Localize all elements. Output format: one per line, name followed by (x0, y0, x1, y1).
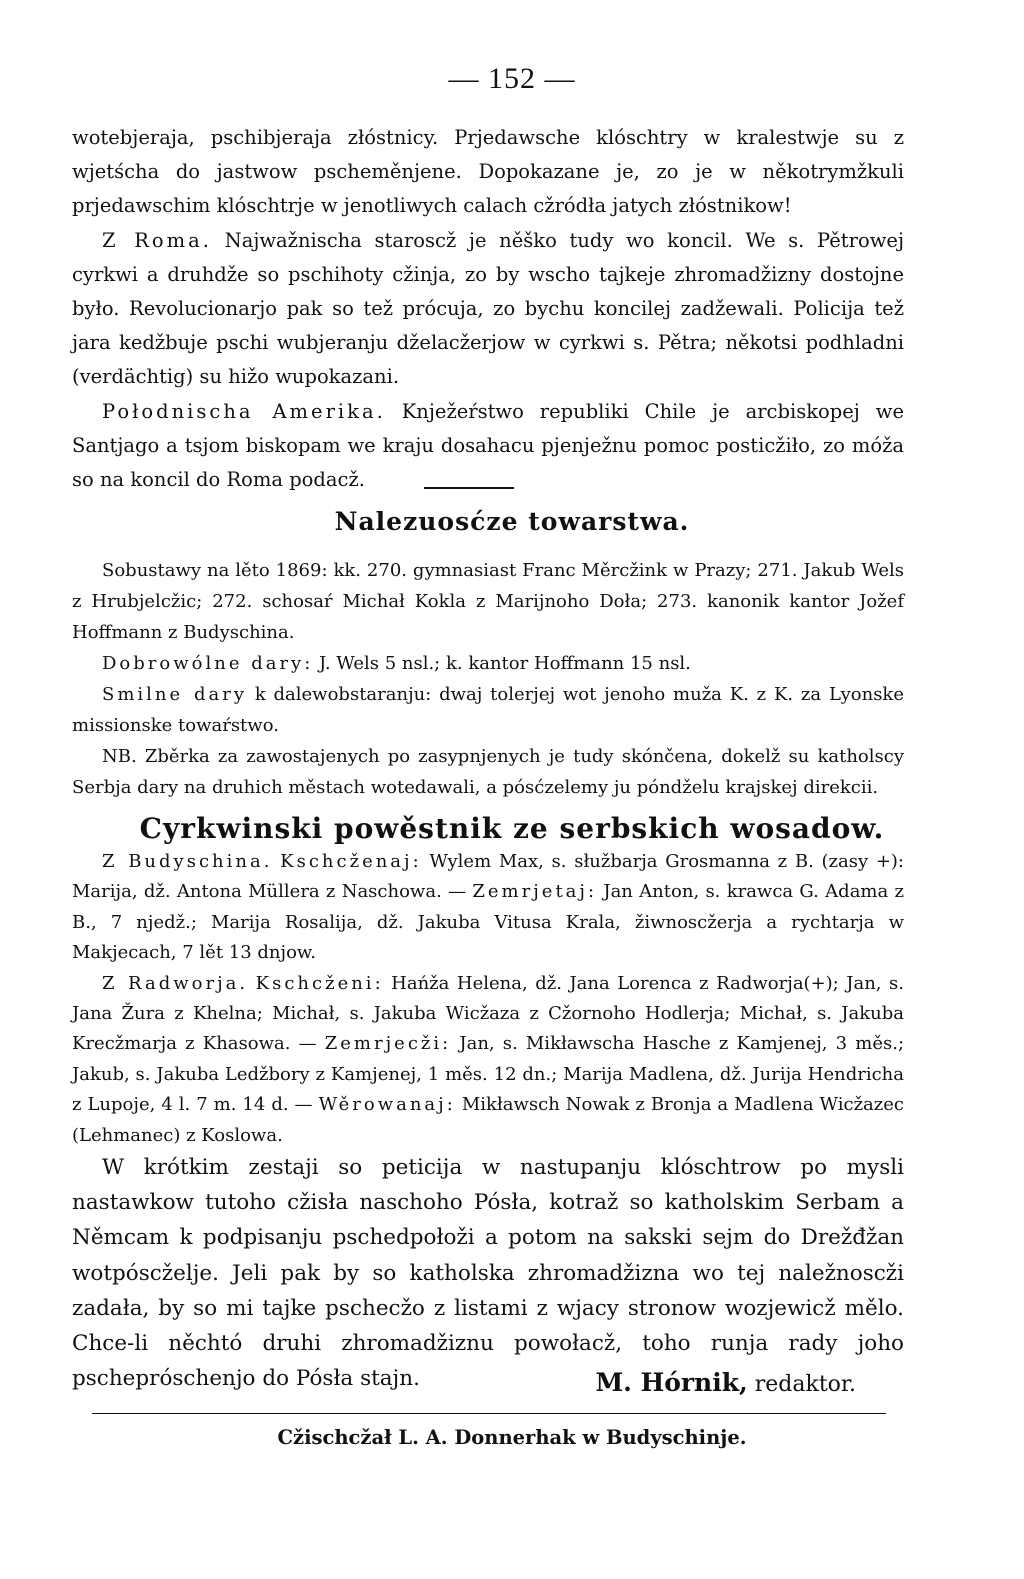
paragraph-text: Hańža Helena, dž. Jana Lorenca z Radworja(+); Jan, s. Jana Žura z Khelna; Michał, s. Jakuba Wicžaza z Cžornoho Hodlerja; Michał, s. Jakuba Krecžmarja z Khasowa. — (72, 972, 904, 1055)
paragraph-text: W krótkim zestaji so peticija w nastupanju klóschtrow po mysli nastawkow tutoho cžisła naschoho Pósła, kotraž so katholskim Serbam a Němcam k podpisanju pschedpołoži a potom na sakski sejm do Drežđžan wotpóscželje. Jeli pak by so katholska zhromadžizna wo tej naležnoscži zadała, by so mi tajke pschecžo z listami z wjacy stronow wozjewicž mělo. Chce-li něchtó druhi zhromadžiznu powołacž, toho runja rady joho pschepróschenjo do Pósła stajn. (72, 1155, 904, 1392)
paragraph-rome (72, 224, 904, 395)
paragraph-radwor (72, 969, 904, 1151)
section-heading-church-news: Cyrkwinski powěstnik ze serbskich wosadow. (139, 812, 885, 845)
page-number: — 152 — (448, 62, 576, 95)
church-news-section (72, 847, 904, 1151)
paragraph-text: Sobustawy na lěto 1869: kk. 270. gymnasiast Franc Měrcžink w Prazy; 271. Jakub Wels z Hrubjelcžic; 272. schosaŕ Michał Kokla z Marijnoho Doła; 273. kanonik kantor Jožef Hoffmann z Budyschina. (72, 560, 904, 643)
paragraph-monasteries (72, 121, 904, 224)
footer-divider (92, 1413, 886, 1414)
item-heading: Wěrowanaj: (318, 1094, 456, 1116)
petition-section (72, 1150, 904, 1396)
place-heading: Z Roma. (102, 228, 212, 252)
paragraph-members (72, 555, 904, 648)
paragraph-text: wotebjeraja, pschibjeraja złóstnicy. Prjedawsche klóschtry w kralestwje su z wjetścha do jastwow pscheměnjene. Dopokazane je, zo je w někotrymžkuli prjedawschim klóschtrje w jenotliwych calach cžródła jatych złóstnikow! (72, 126, 904, 218)
paragraph-south-america (72, 395, 904, 498)
place-heading: Z Radworja. (102, 972, 249, 994)
paragraph-petition (72, 1150, 904, 1396)
paragraph-text: Wylem Max, s. słužbarja Grosmanna z B. (zasy +): Marija, dž. Antona Müllera z Naschowa. — (72, 851, 904, 903)
section-divider (424, 487, 514, 489)
paragraph-budysin (72, 847, 904, 969)
item-heading: Smilne dary (102, 684, 247, 705)
paragraph-text: Najwažnischa staroscž je něško tudy wo koncil. We s. Pětrowej cyrkwi a druhdže so pschihoty cžinja, zo by wscho tajkeje zhromadžizny dostojne było. Revolucionarjo pak so tež prócuja, zo bychu koncilej zadžewali. Policija tež jara kedžbuje pschi wubjeranju dželacžerjow w cyrkwi s. Pětra; někotsi podhladni (verdächtig) su hižo wupokazani. (72, 228, 904, 389)
item-heading: NB. (102, 746, 137, 767)
news-section (72, 121, 904, 497)
item-heading: Zemrjetaj: (472, 881, 598, 903)
item-heading: Dobrowólne dary: (102, 653, 314, 674)
paragraph-charity (72, 679, 904, 741)
editor-title: redaktor. (754, 1372, 856, 1397)
item-heading: Kschcženi: (255, 972, 384, 994)
printer-imprint: Cžischcžał L. A. Donnerhak w Budyschinje. (277, 1426, 747, 1449)
paragraph-text: Jan, s. Mikławscha Hasche z Kamjenej, 3 měs.; Jakub, s. Jakuba Ledžbory z Kamjenej, 1 měs. 12 dn.; Marija Madlena, dž. Jurija Hendricha z Lupoje, 4 l. 7 m. 14 d. — (72, 1033, 905, 1116)
item-heading: Kschcženaj: (280, 851, 422, 872)
paragraph-text: Zběrka za zawostajenych po zasypnjenych je tudy skónčena, dokelž su katholscy Serbja dary na druhich městach wotedawali, a pósćzelemy ju póndželu krajskej direkcii. (72, 746, 904, 798)
place-heading: Z Budyschina. (102, 851, 273, 872)
paragraph-text: Jan Anton, s. krawca G. Adama z B., 7 njedž.; Marija Rosalija, dž. Jakuba Vitusa Krala, žiwnoscžerja a rychtarja w Makjecach, 7 lět 13 dnjow. (72, 881, 904, 964)
paragraph-donations (72, 648, 904, 679)
paragraph-text: J. Wels 5 nsl.; k. kantor Hoffmann 15 nsl. (319, 653, 691, 674)
place-heading: Połodnischa Amerika. (102, 399, 386, 423)
society-section (72, 555, 904, 803)
paragraph-text: Knježeŕstwo republiki Chile je arcbiskopej we Santjago a tsjom biskopam we kraju dosahacu pjenježnu pomoc posticžiło, zo móža so na koncil do Roma podacž. (72, 399, 904, 492)
paragraph-note (72, 741, 904, 803)
item-heading: Zemrjecži: (324, 1033, 452, 1055)
section-heading-society: Nalezuosćze towarstwa. (334, 507, 690, 536)
paragraph-text: k dalewobstaranju: dwaj tolerjej wot jenoho muža K. z K. za Lyonske missionske towaŕstwo. (72, 684, 904, 736)
paragraph-text: Mikławsch Nowak z Bronja a Madlena Wicžazec (Lehmanec) z Koslowa. (72, 1094, 904, 1146)
editor-signature (596, 1368, 857, 1397)
editor-name: M. Hórnik, (595, 1368, 748, 1397)
